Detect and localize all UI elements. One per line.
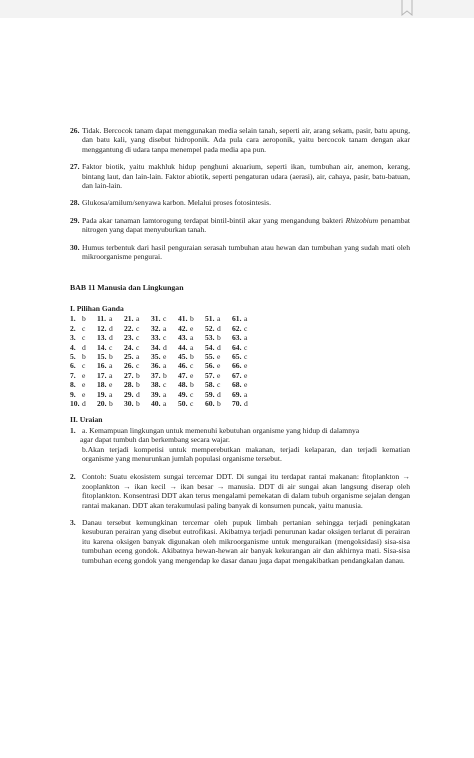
answer-text-part: Pada akar tanaman lamtorogung terdapat bintil-bintil akar yang mengandung bakteri: [82, 215, 346, 225]
question-number: 11.: [97, 314, 107, 324]
answer-number: 27.: [70, 162, 80, 172]
chapter-title: BAB 11 Manusia dan Lingkungan: [70, 283, 184, 293]
answer-number: 26.: [70, 126, 80, 135]
species-name: Rhizobium: [345, 215, 379, 225]
answer-letter: a: [244, 314, 248, 324]
answer-key-row: [70, 371, 259, 380]
question-number: 24.: [124, 342, 134, 352]
answer-text: [82, 216, 410, 235]
question-number: 7.: [70, 370, 76, 380]
answer-number: 29.: [70, 215, 80, 225]
answer-letter: a: [109, 389, 113, 399]
question-number: 35.: [151, 351, 161, 361]
answer-letter: c: [163, 314, 167, 324]
answer-letter: a: [109, 361, 113, 371]
answer-letter: c: [244, 323, 248, 333]
question-number: 29.: [124, 389, 134, 399]
answer-text-continued: agar dapat tumbuh dan berkembang secara wajar.: [80, 435, 230, 445]
answer-text-b: b.Akan terjadi kompetisi untuk memperebutkan makanan, terjadi kelaparan, dan terjadi kematian organisme yang menurunkan jumlah populasi organisme tersebut.: [82, 444, 410, 463]
question-number: 49.: [178, 389, 188, 399]
section-title-multiple-choice: I. Pilihan Ganda: [70, 303, 124, 313]
answer-letter: a: [163, 361, 167, 371]
answer-letter: b: [136, 370, 140, 380]
question-number: 34.: [151, 342, 161, 352]
answer-text: Danau tersebut kemungkinan tercemar oleh pupuk limbah pertanian sehingga terjadi peningkatan kesuburan perairan yang disebut eutrofikasi. Akibatnya terjadi penurunan kadar oksigen terlarut di perairan itu karena oksigen banyak digunakan oleh mikroorganisme untuk menguraikan (mengoksidasi) sisa-sisa tumbuhan eceng gondok. Akibatnya hewan-hewan air banyak kekurangan air dan akhirnya mati. Sisa-sisa tumbuhan eceng gondok yang mengendap ke dasar danau juga dapat mengakibatkan pendangkalan danau.: [82, 518, 410, 565]
question-number: 59.: [205, 389, 215, 399]
section-title-essay: II. Uraian: [70, 415, 103, 425]
answer-letter: e: [217, 370, 221, 380]
question-number: 40.: [151, 398, 161, 408]
answer-key-row: [70, 399, 259, 408]
question-number: 54.: [205, 342, 215, 352]
answer-key-row: [70, 333, 259, 342]
answer-letter: e: [82, 370, 86, 380]
question-number: 8.: [70, 380, 76, 390]
answer-letter: d: [82, 398, 86, 408]
question-number: 5.: [70, 351, 76, 361]
answer-letter: c: [82, 323, 86, 333]
answer-letter: a: [163, 389, 167, 399]
answer-letter: c: [136, 342, 140, 352]
question-number: 6.: [70, 361, 76, 371]
question-number: 42.: [178, 323, 188, 333]
answer-letter: e: [163, 351, 167, 361]
answer-letter: e: [190, 370, 194, 380]
answer-letter: b: [136, 398, 140, 408]
question-number: 26.: [124, 361, 134, 371]
question-number: 43.: [178, 333, 188, 343]
question-number: 17.: [97, 370, 107, 380]
question-number: 22.: [124, 323, 134, 333]
answer-letter: a: [163, 398, 167, 408]
answer-letter: e: [244, 370, 248, 380]
answer-number: 3.: [70, 518, 76, 527]
question-number: 23.: [124, 333, 134, 343]
question-number: 2.: [70, 323, 76, 333]
answer-letter: c: [163, 333, 167, 343]
answer-letter: d: [217, 389, 221, 399]
answer-letter: e: [244, 361, 248, 371]
answer-letter: c: [163, 380, 167, 390]
answer-letter: d: [244, 398, 248, 408]
question-number: 32.: [151, 323, 161, 333]
question-number: 30.: [124, 398, 134, 408]
question-number: 15.: [97, 351, 107, 361]
answer-key-table: [70, 314, 259, 408]
essay-answer-26: [70, 126, 410, 154]
answer-letter: c: [217, 380, 221, 390]
question-number: 58.: [205, 380, 215, 390]
question-number: 14.: [97, 342, 107, 352]
answer-letter: c: [82, 361, 86, 371]
answer-letter: e: [217, 361, 221, 371]
answer-key-row: [70, 343, 259, 352]
question-number: 56.: [205, 361, 215, 371]
answer-letter: e: [109, 380, 113, 390]
answer-letter: b: [190, 380, 194, 390]
answer-letter: a: [190, 333, 194, 343]
answer-text: Contoh: Suatu ekosistem sungai tercemar DDT. Di sungai itu terdapat rantai makanan: fitoplankton → zooplankton → ikan kecil → ikan besar → manusia. DDT di air sungai akan langsung diserap oleh fitoplankton. Konsentrasi DDT akan terus mengalami pemekatan di dalam tubuh organisme sejalan dengan rantai makanan. DDT akan terakumulasi paling banyak di konsumen puncak, yaitu manusia.: [82, 472, 410, 510]
question-number: 47.: [178, 370, 188, 380]
answer-text-part: penambat nitrogen yang dapat menyuburkan tanah.: [82, 215, 410, 235]
question-number: 28.: [124, 380, 134, 390]
question-number: 55.: [205, 351, 215, 361]
bookmark-icon[interactable]: [401, 0, 413, 16]
question-number: 16.: [97, 361, 107, 371]
answer-number: 1.: [70, 425, 76, 435]
answer-letter: a: [136, 351, 140, 361]
question-number: 9.: [70, 389, 76, 399]
question-number: 53.: [205, 333, 215, 343]
answer-letter: e: [82, 380, 86, 390]
question-number: 65.: [232, 351, 242, 361]
essay-answer-28: [70, 198, 410, 207]
question-number: 67.: [232, 370, 242, 380]
question-number: 45.: [178, 351, 188, 361]
answer-letter: b: [190, 351, 194, 361]
answer-letter: c: [190, 398, 194, 408]
essay-answer-27: [70, 162, 410, 190]
question-number: 3.: [70, 333, 76, 343]
answer-letter: c: [82, 333, 86, 343]
answer-key-row: [70, 361, 259, 370]
essay-answer-30: [70, 243, 410, 262]
answer-letter: a: [136, 314, 140, 324]
uraian-item-1-line: [70, 426, 410, 435]
question-number: 44.: [178, 342, 188, 352]
answer-letter: c: [136, 361, 140, 371]
answer-letter: d: [217, 323, 221, 333]
answer-text: Tidak. Bercocok tanam dapat menggunakan media selain tanah, seperti air, arang sekam, pasir, batu apung, dan batu kali, yang disebut hidroponik. Ada pula cara aeroponik, yaitu bercocok tanam dengan akar menggantung di udara tanpa menempel pada media apa pun.: [82, 126, 410, 154]
answer-text: Glukosa/amilum/senyawa karbon. Melalui proses fotosintesis.: [82, 198, 271, 208]
answer-letter: a: [163, 323, 167, 333]
answer-letter: b: [82, 351, 86, 361]
answer-letter: c: [190, 389, 194, 399]
answer-letter: c: [109, 342, 113, 352]
answer-letter: a: [217, 314, 221, 324]
answer-letter: b: [82, 314, 86, 324]
answer-text: Humus terbentuk dari hasil penguraian serasah tumbuhan atau hewan dan tumbuhan yang sudah mati oleh mikroorganisme pengurai.: [82, 242, 410, 262]
question-number: 38.: [151, 380, 161, 390]
answer-letter: c: [136, 333, 140, 343]
answer-letter: c: [136, 323, 140, 333]
question-number: 19.: [97, 389, 107, 399]
answer-key-row: [70, 324, 259, 333]
answer-key-row: [70, 380, 259, 389]
question-number: 27.: [124, 370, 134, 380]
question-number: 37.: [151, 370, 161, 380]
question-number: 4.: [70, 342, 76, 352]
answer-letter: a: [109, 314, 113, 324]
question-number: 18.: [97, 380, 107, 390]
answer-letter: e: [190, 323, 194, 333]
question-number: 63.: [232, 333, 242, 343]
answer-number: 30.: [70, 242, 80, 252]
question-number: 46.: [178, 361, 188, 371]
question-number: 62.: [232, 323, 242, 333]
answer-letter: b: [217, 333, 221, 343]
question-number: 48.: [178, 380, 188, 390]
answer-letter: b: [136, 380, 140, 390]
answer-letter: a: [109, 370, 113, 380]
answer-letter: d: [82, 342, 86, 352]
answer-text: Faktor biotik, yaitu makhluk hidup penghuni akuarium, seperti ikan, tumbuhan air, anemon, kerang, bintang laut, dan lain-lain. Faktor abiotik, seperti pengaturan udara (aerasi), air, cahaya, pasir, batu-batuan, dan lain-lain.: [82, 162, 410, 191]
uraian-item-2: [70, 472, 410, 510]
question-number: 51.: [205, 314, 215, 324]
question-number: 68.: [232, 380, 242, 390]
answer-letter: d: [109, 333, 113, 343]
answer-number: 28.: [70, 198, 80, 208]
document-page: [70, 126, 410, 573]
question-number: 70.: [232, 398, 242, 408]
question-number: 33.: [151, 333, 161, 343]
answer-letter: e: [82, 389, 86, 399]
answer-key-row: [70, 390, 259, 399]
question-number: 25.: [124, 351, 134, 361]
question-number: 57.: [205, 370, 215, 380]
answer-letter: b: [109, 351, 113, 361]
question-number: 66.: [232, 361, 242, 371]
question-number: 64.: [232, 342, 242, 352]
question-number: 12.: [97, 323, 107, 333]
answer-letter: b: [163, 370, 167, 380]
question-number: 20.: [97, 398, 107, 408]
answer-letter: c: [190, 361, 194, 371]
answer-letter: c: [244, 342, 248, 352]
answer-letter: d: [217, 342, 221, 352]
answer-letter: c: [244, 351, 248, 361]
answer-letter: a: [190, 342, 194, 352]
question-number: 10.: [70, 398, 80, 408]
question-number: 61.: [232, 314, 242, 324]
answer-text: a. Kemampuan lingkungan untuk memenuhi kebutuhan organisme yang hidup di dalamnya: [82, 425, 360, 435]
answer-letter: e: [217, 351, 221, 361]
question-number: 1.: [70, 314, 76, 324]
uraian-item-3: [70, 518, 410, 565]
answer-letter: e: [244, 380, 248, 390]
answer-letter: b: [109, 398, 113, 408]
question-number: 60.: [205, 398, 215, 408]
question-number: 31.: [151, 314, 161, 324]
answer-key-row: [70, 352, 259, 361]
question-number: 41.: [178, 314, 188, 324]
question-number: 39.: [151, 389, 161, 399]
question-number: 69.: [232, 389, 242, 399]
question-number: 13.: [97, 333, 107, 343]
answer-key-row: [70, 314, 259, 323]
essay-answer-29: [70, 216, 410, 235]
answer-letter: b: [190, 314, 194, 324]
question-number: 36.: [151, 361, 161, 371]
answer-number: 2.: [70, 472, 76, 482]
answer-letter: a: [244, 333, 248, 343]
answer-letter: d: [136, 389, 140, 399]
question-number: 21.: [124, 314, 134, 324]
answer-letter: d: [163, 342, 167, 352]
answer-letter: a: [244, 389, 248, 399]
uraian-item-1: [70, 426, 410, 464]
answer-letter: d: [109, 323, 113, 333]
answer-letter: b: [217, 398, 221, 408]
question-number: 50.: [178, 398, 188, 408]
question-number: 52.: [205, 323, 215, 333]
